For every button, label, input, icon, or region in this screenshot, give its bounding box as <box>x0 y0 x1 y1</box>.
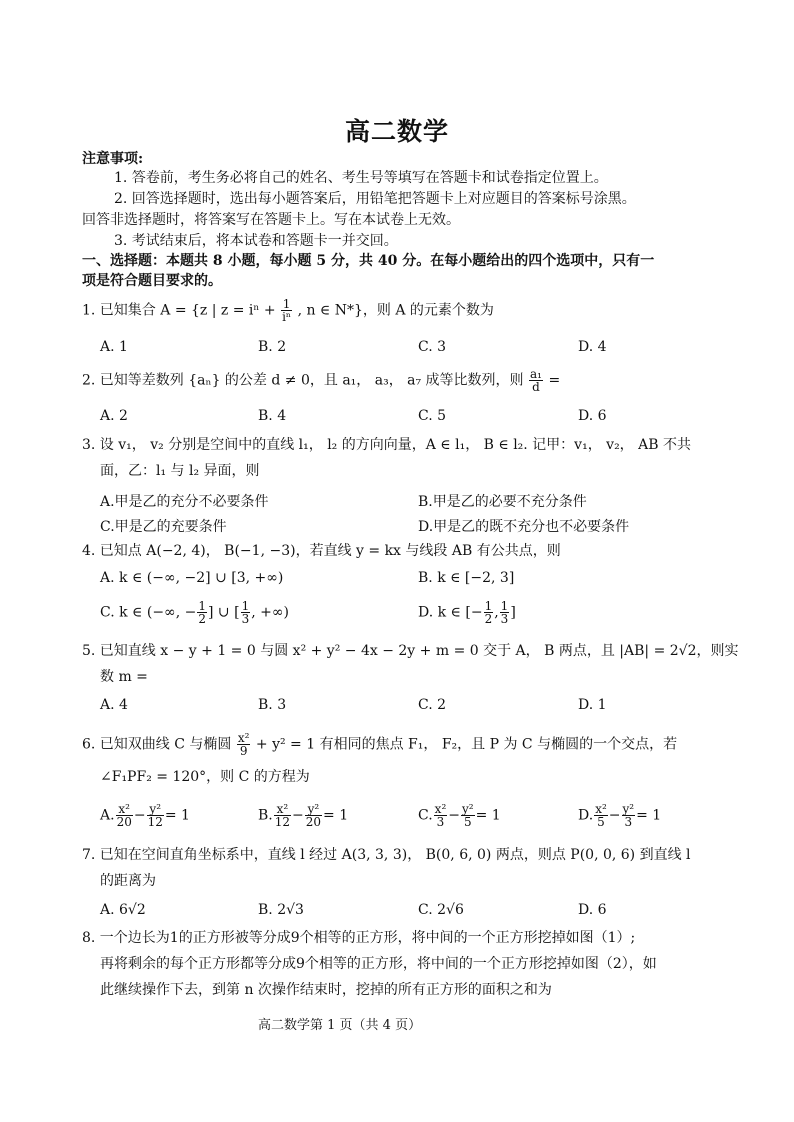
option-c: C. 2 <box>418 697 447 713</box>
question-text: 2. 已知等差数列 {aₙ} 的公差 d ≠ 0，且 a₁， a₃， a₇ 成等比数列，则 <box>82 372 524 389</box>
question-text: + y² = 1 有相同的焦点 F₁， F₂，且 P 为 C 与椭圆的一个交点，若 <box>255 736 678 753</box>
option-d: D. 6 <box>578 902 607 918</box>
fraction: $\frac{1}{3}$ <box>500 599 509 626</box>
option-b: B. $\frac{\text{x²}}{12}$ − $\frac{\text{y²}}{20}$ = 1 <box>258 802 349 829</box>
section-heading-cont: 项是符合题目要求的。 <box>82 273 222 289</box>
question-text: , n ∈ N*}，则 A 的元素个数为 <box>297 302 494 319</box>
question-4: 4. 已知点 A(−2, 4)， B(−1, −3)，若直线 y = kx 与线段 AB 有公共点，则 <box>82 543 561 559</box>
question-1 <box>82 298 494 323</box>
option-a: A. 4 <box>100 697 128 713</box>
option-b: B. 4 <box>258 408 287 424</box>
option-b: B. 3 <box>258 697 287 713</box>
option-d: D. 4 <box>578 339 607 355</box>
page-footer: 高二数学第 1 页（共 4 页） <box>258 1018 422 1033</box>
fraction: $\frac{\text{x²}}{9}$ <box>237 731 250 758</box>
option-a: A. $\frac{\text{x²}}{20}$ − $\frac{\text{y²}}{12}$ = 1 <box>100 802 190 829</box>
option-b: B. k ∈ [−2, 3] <box>418 570 515 586</box>
question-text: = <box>548 372 561 389</box>
note-item: 2. 回答选择题时，选出每小题答案后，用铅笔把答题卡上对应题目的答案标号涂黑。 <box>114 191 636 207</box>
question-3: 3. 设 v₁， v₂ 分别是空间中的直线 l₁， l₂ 的方向向量，A ∈ l₁， B ∈ l₂. 记甲：v₁， v₂， AB 不共 <box>82 437 691 453</box>
fraction: $\frac{1}{\text{iⁿ}}$ <box>282 297 292 324</box>
option-b: B. 2√3 <box>258 902 304 918</box>
option-d: D.甲是乙的既不充分也不必要条件 <box>418 519 630 535</box>
fraction: $\frac{1}{3}$ <box>241 599 250 626</box>
page-title: 高二数学 <box>344 117 449 146</box>
option-c: C. $\frac{\text{x²}}{3}$ − $\frac{\text{y²}}{5}$ = 1 <box>418 802 501 829</box>
option-c: C. 2√6 <box>418 902 464 918</box>
question-5: 5. 已知直线 x − y + 1 = 0 与圆 x² + y² − 4x − 2y + m = 0 交于 A， B 两点，且 |AB| = 2√2，则实 <box>82 643 739 659</box>
option-d: D. 6 <box>578 408 607 424</box>
option-c: C. 5 <box>418 408 447 424</box>
question-6-cont: ∠F₁PF₂ = 120°，则 C 的方程为 <box>100 769 310 785</box>
option-a: A. 1 <box>100 339 128 355</box>
option-d: D. 1 <box>578 697 607 713</box>
question-text: 6. 已知双曲线 C 与椭圆 <box>82 736 232 753</box>
note-item: 回答非选择题时，将答案写在答题卡上。写在本试卷上无效。 <box>82 212 460 228</box>
question-8: 8. 一个边长为1的正方形被等分成9个相等的正方形，将中间的一个正方形挖掉如图（1）; <box>82 930 636 946</box>
notes-heading: 注意事项: <box>82 151 144 167</box>
question-text: 1. 已知集合 A = {z | z = iⁿ + <box>82 302 276 319</box>
note-item: 1. 答卷前，考生务必将自己的姓名、考生号等填写在答题卡和试卷指定位置上。 <box>114 170 608 186</box>
option-c: C.甲是乙的充要条件 <box>100 519 227 535</box>
question-7: 7. 已知在空间直角坐标系中，直线 l 经过 A(3, 3, 3)， B(0, 6, 0) 两点，则点 P(0, 0, 6) 到直线 l <box>82 847 691 863</box>
option-a: A. 6√2 <box>100 902 146 918</box>
fraction: $\frac{1}{2}$ <box>484 599 493 626</box>
option-d: D. $\frac{\text{x²}}{5}$ − $\frac{\text{y²}}{3}$ = 1 <box>578 802 662 829</box>
question-5-cont: 数 m = <box>100 669 148 685</box>
question-8-cont: 此继续操作下去，到第 n 次操作结束时，挖掉的所有正方形的面积之和为 <box>100 982 552 998</box>
question-7-cont: 的距离为 <box>100 873 156 889</box>
option-d: D. k ∈ [− $\frac{1}{2}$ , $\frac{1}{3}$ ] <box>418 599 516 626</box>
fraction: $\frac{\text{a₁}}{d}$ <box>530 367 542 394</box>
question-3-cont: 面，乙：l₁ 与 l₂ 异面，则 <box>100 463 260 479</box>
option-b: B.甲是乙的必要不充分条件 <box>418 494 587 510</box>
question-2 <box>82 368 560 393</box>
option-a: A. k ∈ (−∞, −2] ∪ [3, +∞) <box>100 570 284 586</box>
option-c: C. k ∈ (−∞, − $\frac{1}{2}$ ] ∪ [ $\frac{1}{3}$ , +∞) <box>100 599 289 626</box>
option-a: A.甲是乙的充分不必要条件 <box>100 494 269 510</box>
note-item: 3. 考试结束后，将本试卷和答题卡一并交回。 <box>114 233 398 249</box>
fraction: $\frac{1}{2}$ <box>198 599 206 626</box>
question-6 <box>82 732 677 757</box>
section-heading: 一、选择题：本题共 8 小题，每小题 5 分，共 40 分。在每小题给出的四个选项中，只有一 <box>82 253 655 269</box>
option-a: A. 2 <box>100 408 128 424</box>
option-b: B. 2 <box>258 339 287 355</box>
option-c: C. 3 <box>418 339 447 355</box>
question-8-cont: 再将剩余的每个正方形都等分成9个相等的正方形，将中间的一个正方形挖掉如图（2），如 <box>100 956 657 972</box>
